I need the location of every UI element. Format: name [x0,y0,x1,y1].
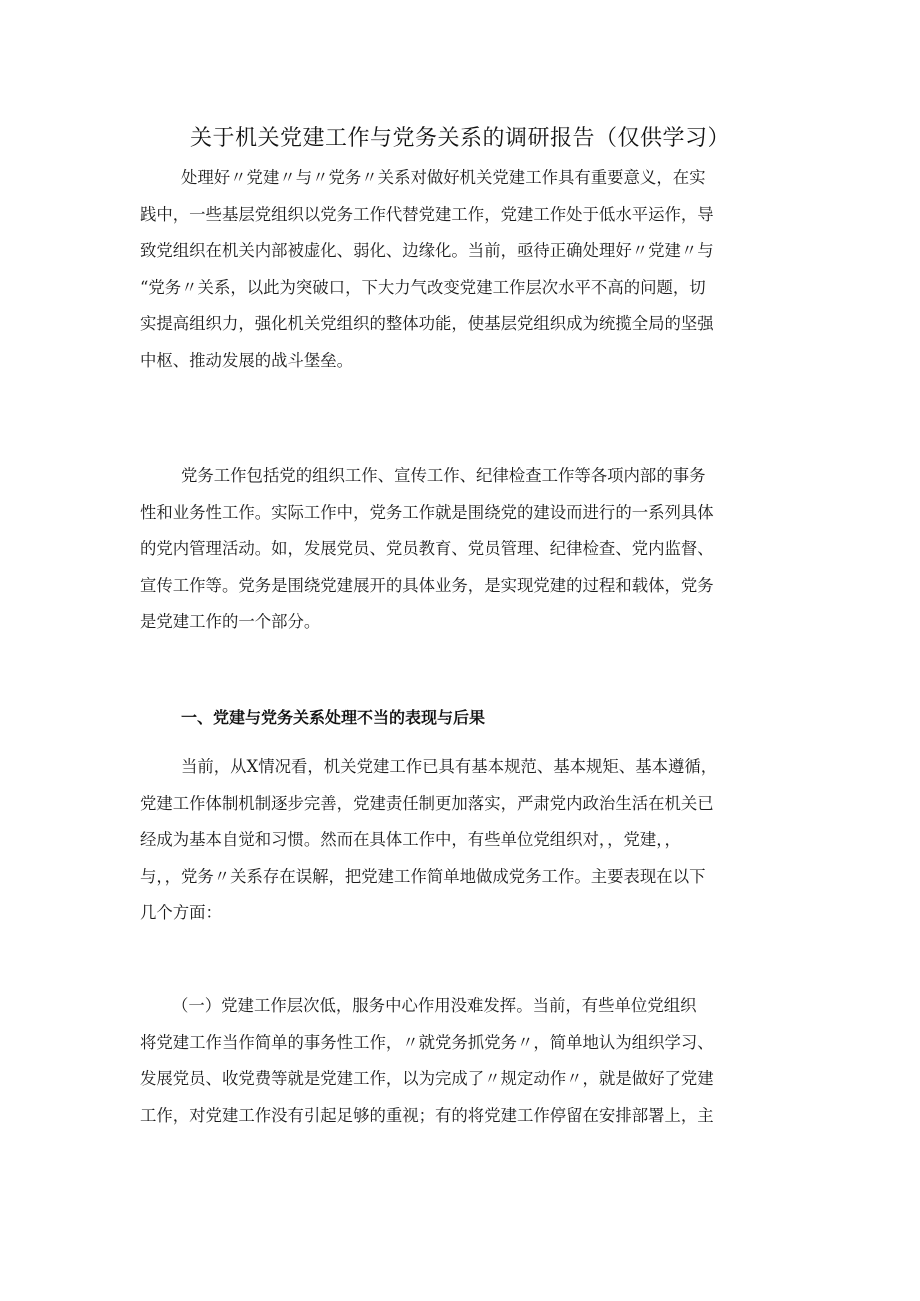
paragraph-current-status [140,749,785,932]
paragraph-line: 实提高组织力，强化机关党组织的整体功能，使基层党组织成为统揽全局的坚强 [140,314,714,333]
section-heading: 一、党建与党务关系处理不当的表现与后果 [181,708,486,727]
paragraph-line: 性和业务性工作。实际工作中，党务工作就是围绕党的建设而进行的一系列具体 [140,502,714,522]
paragraph-line: 中枢、推动发展的战斗堡垒。 [140,350,354,370]
paragraph-line: 致党组织在机关内部被虚化、弱化、边缘化。当前，亟待正确处理好〃党建〃与 [140,241,714,260]
paragraph-line: 几个方面： [140,903,222,922]
paragraph-line: 经成为基本自觉和习惯。然而在具体工作中，有些单位党组织对，，党建，， [140,830,681,849]
paragraph-line: 党务工作包括党的组织工作、宣传工作、纪律检查工作等各项内部的事务 [181,466,706,485]
paragraph-line: 党建工作体制机制逐步完善，党建责任制更加落实，严肃党内政治生活在机关已 [140,793,714,813]
paragraph-line: （一）党建工作层次低，服务中心作用没难发挥。当前，有些单位党组织 [172,996,697,1015]
paragraph-intro [140,160,785,379]
paragraph-line: “党务〃关系，以此为突破口，下大力气改变党建工作层次水平不高的问题，切 [140,277,706,297]
paragraph-party-affairs [140,458,785,641]
paragraph-line: 发展党员、收党费等就是党建工作，以为完成了〃规定动作〃，就是做好了党建 [140,1069,714,1088]
paragraph-line: 处理好〃党建〃与〃党务〃关系对做好机关党建工作具有重要意义，在实 [181,168,706,187]
paragraph-line: 的党内管理活动。如，发展党员、党员教育、党员管理、纪律检查、党内监督、 [140,539,714,558]
paragraph-line: 宣传工作等。党务是围绕党建展开的具体业务，是实现党建的过程和载体，党务 [140,575,714,595]
paragraph-line: 将党建工作当作简单的事务性工作，〃就党务抓党务〃，简单地认为组织学习、 [140,1032,714,1052]
paragraph-point-one [140,988,785,1134]
paragraph-line: 是党建工作的一个部分。 [140,612,321,631]
paragraph-line: 当前，从X情况看，机关党建工作已具有基本规范、基本规矩、基本遵循， [181,757,718,776]
paragraph-line: 工作，对党建工作没有引起足够的重视；有的将党建工作停留在安排部署上，主 [140,1105,714,1125]
paragraph-line: 践中，一些基层党组织以党务工作代替党建工作，党建工作处于低水平运作，导 [140,204,714,224]
paragraph-line: 与，，党务〃关系存在误解，把党建工作简单地做成党务工作。主要表现在以下 [140,866,706,886]
document-title: 关于机关党建工作与党务关系的调研报告（仅供学习） [189,126,730,151]
